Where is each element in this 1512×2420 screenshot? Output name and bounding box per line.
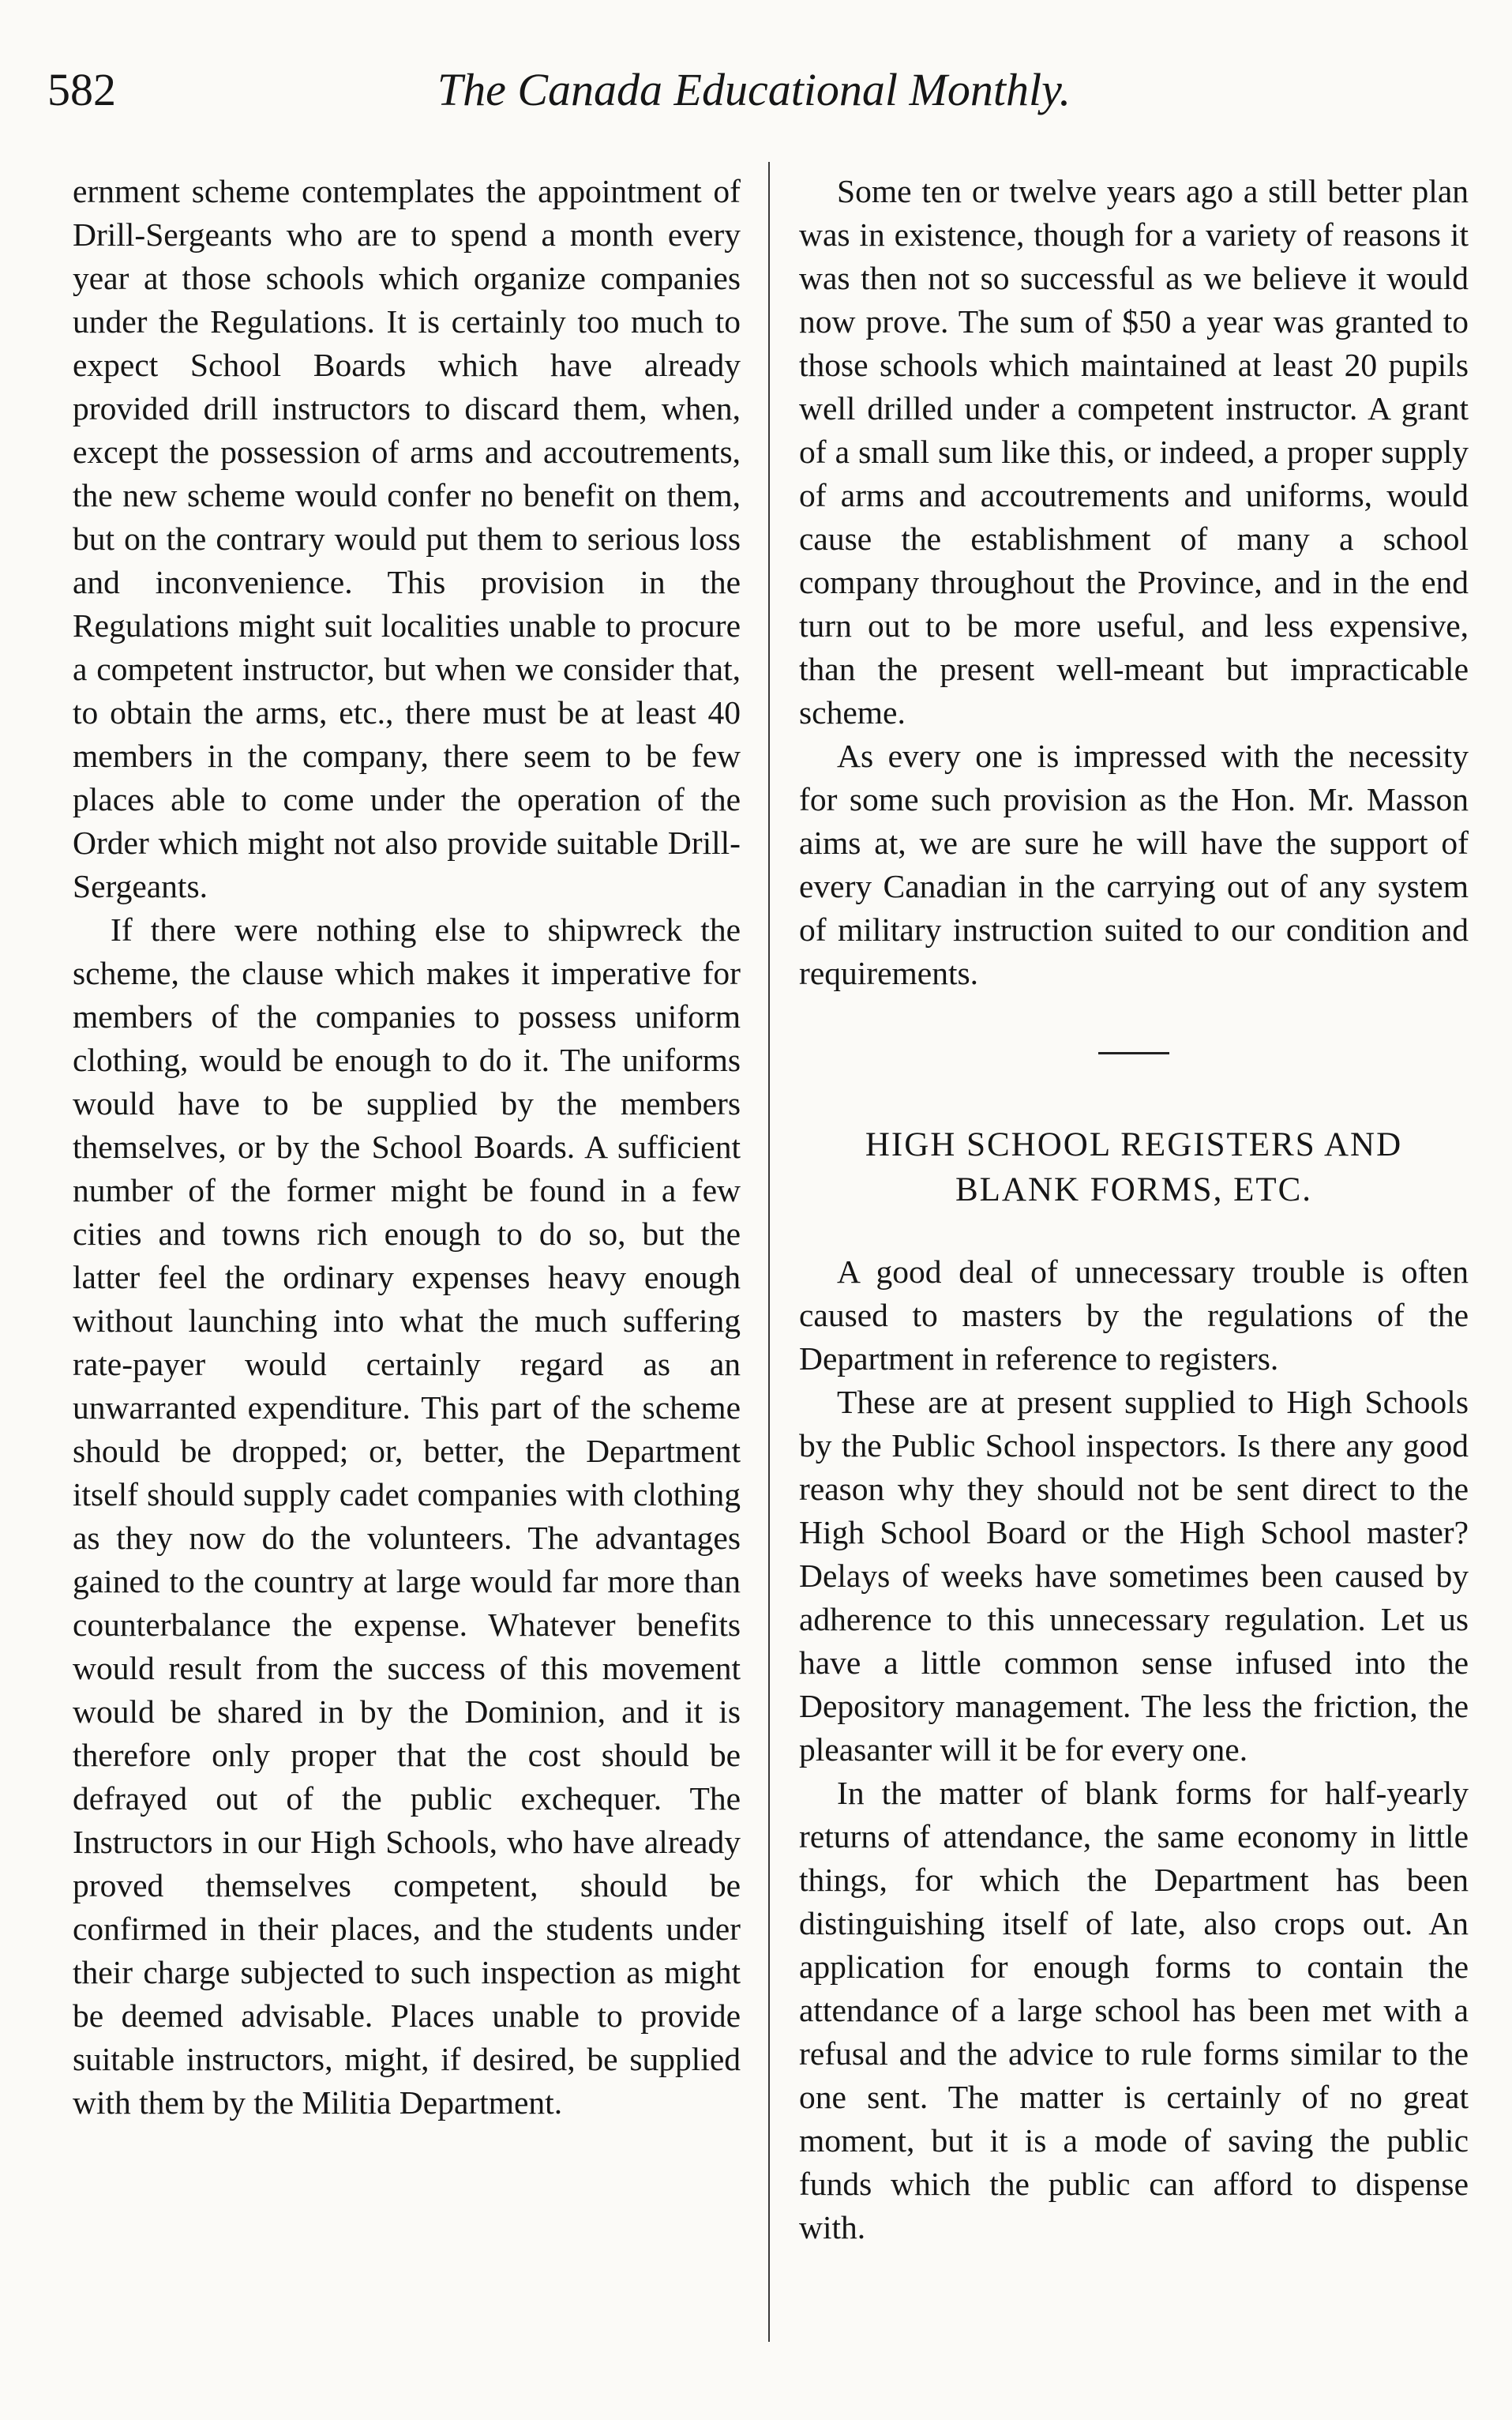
section-heading-line: BLANK FORMS, ETC.	[955, 1171, 1313, 1208]
paragraph: A good deal of unnecessary trouble is often caused to masters by the regulations of the Department in reference to registers.	[799, 1253, 1469, 1377]
column-divider	[768, 162, 770, 2342]
paragraph: If there were nothing else to shipwreck the scheme, the clause which makes it imperative for members of the companies to possess uniform clothing, would be enough to do it. The uniforms would have to be supplied by the members themselves, or by the School Boards. A sufficient number of the former might be found in a few cities and towns rich enough to do so, but the latter feel the ordinary expenses heavy enough without launching into what the much suffering rate-payer would certainly regard as an unwarranted expenditure. This part of the scheme should be dropped; or, better, the Department itself should supply cadet companies with clothing as they now do the volunteers. The advantages gained to the country at large would far more than counterbalance the expense. Whatever benefits would result from the success of this movement would be shared in by the Dominion, and it is therefore only proper that the cost should be defrayed out of the public exchequer. The Instructors in our High Schools, who have already proved themselves competent, should be confirmed in their places, and the students under their charge subjected to such inspection as might be deemed advisable. Places unable to provide suitable instructors, might, if desired, be supplied with them by the Militia Department.	[73, 911, 741, 2121]
section-separator	[1098, 1052, 1169, 1054]
right-column	[799, 170, 1469, 2249]
page-header	[47, 63, 1461, 134]
paragraph: These are at present supplied to High Schools by the Public School inspectors. Is there any good reason why they should not be sent direct to the High School Board or the High School master? Delays of weeks have sometimes been caused by adherence to this unnecessary regulation. Let us have a little common sense infused into the Depository management. The less the friction, the pleasanter will it be for every one.	[799, 1384, 1469, 1768]
paragraph: As every one is impressed with the necessity for some such provision as the Hon. Mr. Masson aims at, we are sure he will have the support of every Canadian in the carrying out of any system of military instruction suited to our condition and requirements.	[799, 738, 1469, 991]
paragraph: ernment scheme contemplates the appointment of Drill-Sergeants who are to spend a month every year at those schools which organize companies under the Regulations. It is certainly too much to expect School Boards which have already provided drill instructors to discard them, when, except the possession of arms and accoutrements, the new scheme would confer no benefit on them, but on the contrary would put them to serious loss and inconvenience. This provision in the Regulations might suit localities unable to procure a competent instructor, but when we consider that, to obtain the arms, etc., there must be at least 40 members in the company, there seem to be few places able to come under the operation of the Order which might not also provide suitable Drill-Sergeants.	[73, 173, 741, 904]
page-number: 582	[47, 64, 116, 115]
section-heading-line: HIGH SCHOOL REGISTERS AND	[865, 1126, 1403, 1163]
journal-title: The Canada Educational Monthly.	[437, 64, 1071, 115]
paragraph: Some ten or twelve years ago a still better plan was in existence, though for a variety of reasons it was then not so successful as we believe it would now prove. The sum of $50 a year was granted to those schools which maintained at least 20 pupils well drilled under a competent instructor. A grant of a small sum like this, or indeed, a proper supply of arms and accoutrements and uniforms, would cause the establishment of many a school company throughout the Province, and in the end turn out to be more useful, and less expensive, than the present well-meant but impracticable scheme.	[799, 173, 1469, 731]
paragraph: In the matter of blank forms for half-yearly returns of attendance, the same economy in little things, for which the Department has been distinguishing itself of late, also crops out. An application for enough forms to contain the attendance of a large school has been met with a refusal and the advice to rule forms similar to the one sent. The matter is certainly of no great moment, but it is a mode of saving the public funds which the public can afford to dispense with.	[799, 1775, 1469, 2245]
section-heading	[799, 1122, 1469, 1212]
left-column	[73, 170, 741, 2125]
